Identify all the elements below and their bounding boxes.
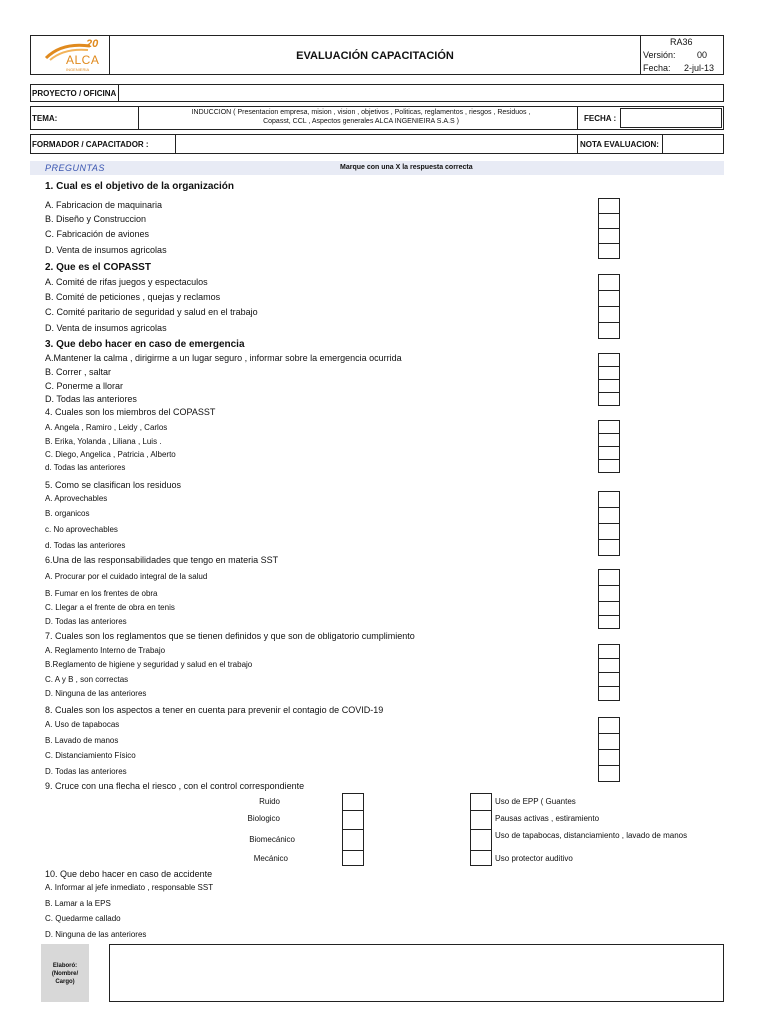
q1-option-b: B. Diseño y Construccion [45, 214, 147, 224]
question-6: 6.Una de las responsabilidades que tengo en materia SST [45, 555, 279, 565]
q4-checkbox-a[interactable] [598, 420, 620, 434]
logo-text: ALCA [66, 53, 100, 67]
grade-field[interactable] [662, 134, 724, 154]
q5-option-b: B. organicos [45, 509, 90, 518]
q1-checkbox-b[interactable] [598, 213, 620, 229]
q4-option-b: B. Erika, Yolanda , Liliana , Luis . [45, 437, 162, 446]
question-7: 7. Cuales son los reglamentos que se tienen definidos y que son de obligatorio cumplimiento [45, 631, 415, 641]
q9-control-box-2[interactable] [470, 810, 492, 830]
q4-option-d: d. Todas las anteriores [45, 463, 126, 472]
q4-option-c: C. Diego, Angelica , Patricia , Alberto [45, 450, 176, 459]
q7-checkbox-b[interactable] [598, 658, 620, 673]
q2-option-d: D. Venta de insumos agricolas [45, 323, 167, 333]
q6-option-d: D. Todas las anteriores [45, 617, 127, 626]
q9-control-4: Uso protector auditivo [495, 854, 573, 863]
footer-label-line2: (Nombre/ [51, 971, 79, 977]
q7-option-c: C. A y B , son correctas [45, 675, 129, 684]
question-1: 1. Cual es el objetivo de la organización [45, 181, 234, 192]
q1-checkbox-c[interactable] [598, 228, 620, 244]
q4-option-a: A. Angela , Ramiro , Leidy , Carlos [45, 423, 168, 432]
q1-option-a: A. Fabricacion de maquinaria [45, 200, 163, 210]
q1-checkbox-d[interactable] [598, 243, 620, 259]
q9-control-box-3[interactable] [470, 829, 492, 851]
q6-option-a: A. Procurar por el cuidado integral de la salud [45, 572, 208, 581]
topic-date-field[interactable] [620, 108, 722, 128]
version-value: 00 [697, 50, 708, 60]
q3-option-b: B. Correr , saltar [45, 367, 112, 377]
q6-option-b: B. Fumar en los frentes de obra [45, 589, 158, 598]
q1-option-d: D. Venta de insumos agricolas [45, 245, 167, 255]
topic-value-cell [138, 106, 578, 130]
q4-checkbox-c[interactable] [598, 446, 620, 460]
q9-risk-1: Ruido [259, 797, 280, 806]
q1-option-c: C. Fabricación de aviones [45, 229, 150, 239]
q3-option-c: C. Ponerme a llorar [45, 381, 124, 391]
q8-checkbox-c[interactable] [598, 749, 620, 766]
q8-checkbox-d[interactable] [598, 765, 620, 782]
q1-checkbox-a[interactable] [598, 198, 620, 214]
trainer-field[interactable] [175, 134, 578, 154]
q9-risk-box-4[interactable] [342, 850, 364, 866]
page-title: EVALUACIÓN CAPACITACIÓN [296, 50, 454, 62]
q7-checkbox-d[interactable] [598, 686, 620, 701]
q6-checkbox-a[interactable] [598, 569, 620, 586]
q10-option-b: B. Lamar a la EPS [45, 899, 111, 908]
q5-option-a: A. Aprovechables [45, 494, 108, 503]
q2-checkbox-d[interactable] [598, 322, 620, 339]
q9-control-box-4[interactable] [470, 850, 492, 866]
question-4: 4. Cuales son los miembros del COPASST [45, 407, 216, 417]
q7-checkbox-c[interactable] [598, 672, 620, 687]
q8-option-c: C. Distanciamiento Físico [45, 751, 136, 760]
q10-option-d: D. Ninguna de las anteriores [45, 930, 147, 939]
footer-signature-field[interactable] [109, 944, 724, 1002]
q3-option-d: D. Todas las anteriores [45, 394, 137, 404]
document-code: RA36 [670, 37, 693, 47]
q7-option-d: D. Ninguna de las anteriores [45, 689, 147, 698]
q9-risk-box-3[interactable] [342, 829, 364, 851]
q6-checkbox-d[interactable] [598, 615, 620, 629]
q6-checkbox-b[interactable] [598, 585, 620, 602]
project-field[interactable] [118, 84, 724, 102]
footer-label-line1: Elaboró: [52, 963, 78, 969]
q9-risk-box-2[interactable] [342, 810, 364, 830]
q8-option-b: B. Lavado de manos [45, 736, 119, 745]
q7-checkbox-a[interactable] [598, 644, 620, 659]
date-label: Fecha: [643, 63, 671, 73]
topic-value-line2: Copasst, CCL , Aspectos generales ALCA INGENIEIRA S.A.S ) [263, 118, 459, 125]
questions-instruction: Marque con una X la respuesta correcta [340, 164, 473, 171]
q6-checkbox-c[interactable] [598, 601, 620, 616]
q5-checkbox-a[interactable] [598, 491, 620, 508]
alca-logo [44, 38, 104, 74]
footer-label-line3: Cargo) [55, 979, 75, 985]
q9-control-2: Pausas activas , estiramiento [495, 814, 600, 823]
q6-option-c: C. Llegar a el frente de obra en tenis [45, 603, 175, 612]
q9-risk-3: Biomecánico [249, 835, 295, 844]
q8-option-a: A. Uso de tapabocas [45, 720, 120, 729]
trainer-label: FORMADOR / CAPACITADOR : [32, 140, 149, 149]
q8-option-d: D. Todas las anteriores [45, 767, 127, 776]
q2-option-c: C. Comité paritario de seguridad y salud en el trabajo [45, 307, 258, 317]
q7-option-a: A. Reglamento Interno de Trabajo [45, 646, 166, 655]
q9-risk-2: Biologico [247, 814, 280, 823]
q5-option-c: c. No aprovechables [45, 525, 118, 534]
q9-risk-box-1[interactable] [342, 793, 364, 811]
questions-header-label: PREGUNTAS [45, 163, 105, 173]
q3-checkbox-c[interactable] [598, 379, 620, 393]
question-2: 2. Que es el COPASST [45, 262, 151, 273]
q5-checkbox-b[interactable] [598, 507, 620, 524]
q9-risk-4: Mecánico [253, 854, 288, 863]
q8-checkbox-a[interactable] [598, 717, 620, 734]
q10-option-a: A. Informar al jefe inmediato , responsable SST [45, 883, 214, 892]
q8-checkbox-b[interactable] [598, 733, 620, 750]
grade-label: NOTA EVALUACION: [580, 140, 659, 149]
q2-checkbox-a[interactable] [598, 274, 620, 291]
q4-checkbox-d[interactable] [598, 459, 620, 473]
topic-value-line1: INDUCCION ( Presentacion empresa, mision , vision , objetivos , Politicas, reglamentos , riesgos , Residuos , [191, 109, 531, 116]
q7-option-b: B.Reglamento de higiene y seguridad y salud en el trabajo [45, 660, 253, 669]
date-value: 2-jul-13 [684, 63, 715, 73]
version-label: Versión: [643, 50, 676, 60]
q3-checkbox-b[interactable] [598, 366, 620, 380]
q9-control-3: Uso de tapabocas, distanciamiento , lavado de manos [495, 831, 688, 840]
topic-label: TEMA: [32, 114, 58, 123]
question-8: 8. Cuales son los aspectos a tener en cuenta para prevenir el contagio de COVID-19 [45, 705, 384, 715]
topic-date-label: FECHA : [584, 114, 617, 123]
q3-option-a: A.Mantener la calma , dirigirme a un lugar seguro , informar sobre la emergencia ocurrida [45, 353, 402, 363]
q9-control-1: Uso de EPP ( Guantes [495, 797, 576, 806]
q9-control-box-1[interactable] [470, 793, 492, 811]
q5-option-d: d. Todas las anteriores [45, 541, 126, 550]
q10-option-c: C. Quedarme callado [45, 914, 121, 923]
question-3: 3. Que debo hacer en caso de emergencia [45, 339, 245, 350]
q5-checkbox-d[interactable] [598, 539, 620, 556]
question-10: 10. Que debo hacer en caso de accidente [45, 869, 213, 879]
q2-option-b: B. Comité de peticiones , quejas y reclamos [45, 292, 221, 302]
logo-anniversary: 20 [86, 38, 99, 50]
q2-option-a: A. Comité de rifas juegos y espectaculos [45, 277, 208, 287]
logo-subtext: INGENIERIA [66, 67, 90, 72]
q2-checkbox-b[interactable] [598, 290, 620, 307]
q3-checkbox-d[interactable] [598, 392, 620, 406]
q3-checkbox-a[interactable] [598, 353, 620, 367]
q4-checkbox-b[interactable] [598, 433, 620, 447]
q5-checkbox-c[interactable] [598, 523, 620, 540]
q2-checkbox-c[interactable] [598, 306, 620, 323]
question-9: 9. Cruce con una flecha el riesco , con el control correspondiente [45, 781, 305, 791]
project-label: PROYECTO / OFICINA [32, 89, 117, 98]
question-5: 5. Como se clasifican los residuos [45, 480, 182, 490]
